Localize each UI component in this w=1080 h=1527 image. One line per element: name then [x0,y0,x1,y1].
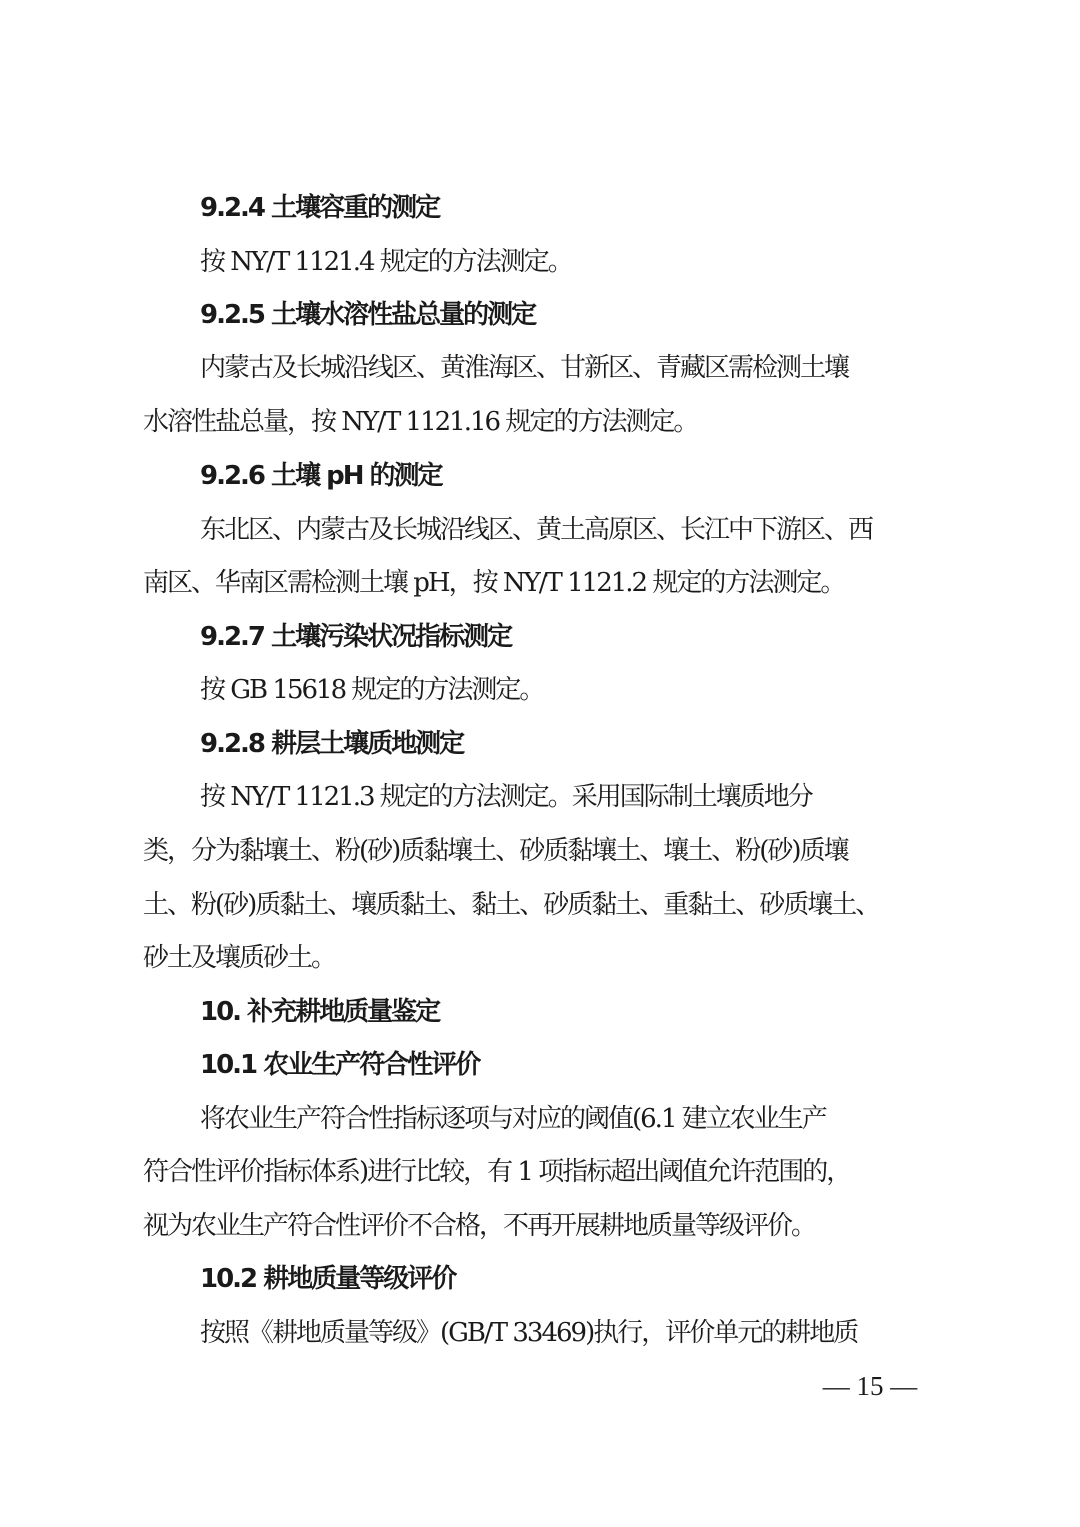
paragraph-line: 按 NY/T 1121.3 规定的方法测定。采用国际制土壤质地分 [200,782,812,812]
section-heading-9-2-5: 9.2.5 土壤水溶性盐总量的测定 [200,300,536,330]
paragraph-line: 内蒙古及长城沿线区、黄淮海区、甘新区、青藏区需检测土壤 [200,353,849,383]
paragraph-line: 南区、华南区需检测土壤 pH，按 NY/T 1121.2 规定的方法测定。 [143,568,845,598]
section-heading-9-2-8: 9.2.8 耕层土壤质地测定 [200,729,464,759]
paragraph-line: 水溶性盐总量，按 NY/T 1121.16 规定的方法测定。 [143,407,698,437]
section-heading-10-2: 10.2 耕地质量等级评价 [200,1264,456,1294]
section-heading-9-2-7: 9.2.7 土壤污染状况指标测定 [200,622,512,652]
paragraph-line: 东北区、内蒙古及长城沿线区、黄土高原区、长江中下游区、西 [200,515,873,545]
paragraph-line: 按照《耕地质量等级》(GB/T 33469)执行，评价单元的耕地质 [200,1318,858,1348]
paragraph-line: 砂土及壤质砂土。 [143,943,336,973]
paragraph-line: 土、粉(砂)质黏土、壤质黏土、黏土、砂质黏土、重黏土、砂质壤土、 [143,890,880,920]
paragraph-line: 视为农业生产符合性评价不合格，不再开展耕地质量等级评价。 [143,1211,816,1241]
paragraph-line: 将农业生产符合性指标逐项与对应的阈值(6.1 建立农业生产 [200,1104,826,1134]
section-heading-9-2-4: 9.2.4 土壤容重的测定 [200,193,440,223]
paragraph-line: 按 GB 15618 规定的方法测定。 [200,675,544,705]
page-number: — 15 — [822,1371,918,1401]
paragraph-line: 按 NY/T 1121.4 规定的方法测定。 [200,247,572,277]
paragraph-line: 符合性评价指标体系)进行比较，有 1 项指标超出阈值允许范围的， [143,1157,851,1187]
section-heading-10: 10. 补充耕地质量鉴定 [200,997,440,1027]
section-heading-9-2-6: 9.2.6 土壤 pH 的测定 [200,461,442,491]
paragraph-line: 类，分为黏壤土、粉(砂)质黏壤土、砂质黏壤土、壤土、粉(砂)质壤 [143,836,848,866]
section-heading-10-1: 10.1 农业生产符合性评价 [200,1050,480,1080]
